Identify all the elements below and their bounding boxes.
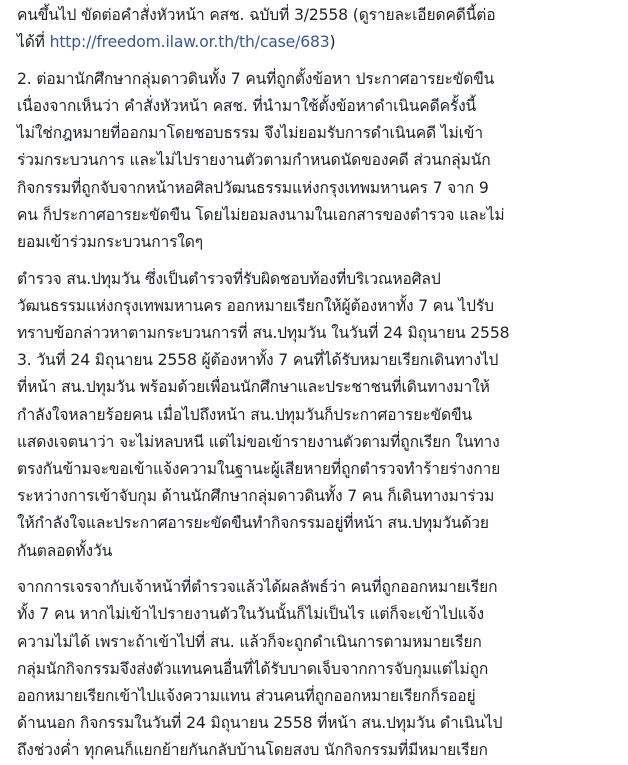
paragraph-negotiation-result — [17, 574, 617, 764]
text-line: 3. วันที่ 24 มิถุนายน 2558 ผู้ต้องหาทั้ง 7 คนที่ได้รับหมายเรียกเดินทางไป — [17, 351, 499, 370]
text-line: จากการเจรจากับเจ้าหน้าที่ตำรวจแล้วได้ผลลัพธ์ว่า คนที่ถูกออกหมายเรียก — [17, 578, 498, 597]
text-line: ด้านนอก กิจกรรมในวันที่ 24 มิถุนายน 2558 ที่หน้า สน.ปทุมวัน ดำเนินไป — [17, 714, 503, 733]
paragraph-gap — [17, 256, 617, 266]
text-line: กิจกรรมที่ถูกจับจากหน้าหอศิลปวัฒนธรรมแห่งกรุงเทพมหานคร 7 จาก 9 — [17, 178, 489, 197]
text-line — [17, 29, 617, 56]
text-line: กำลังใจหลายร้อยคน เมื่อไปถึงหน้า สน.ปทุมวันก็ประกาศอารยะขัดขืน — [17, 405, 473, 424]
text-line: ตำรวจ สน.ปทุมวัน ซึ่งเป็นตำรวจที่รับผิดชอบท้องที่บริเวณหอศิลป — [17, 269, 441, 288]
text-line: กลุ่มนักกิจกรรมจึงส่งตัวแทนคนอื่นที่ได้รับบาดเจ็บจากการจับกุมแต่ไม่ถูก — [17, 659, 489, 678]
text-line: ให้กำลังใจและประกาศอารยะขัดขืนทำกิจกรรมอยู่ที่หน้า สน.ปทุมวันด้วย — [17, 514, 489, 533]
text-line: เนื่องจากเห็นว่า คำสั่งหัวหน้า คสช. ที่นำมาใช้ตั้งข้อหาดำเนินคดีครั้งนี้ — [17, 97, 477, 116]
text-line: กันตลอดทั้งวัน — [17, 541, 113, 560]
text-fragment: ได้ที่ — [17, 33, 50, 52]
text-line: ตรงกันข้ามจะขอเข้าแจ้งความในฐานะผู้เสียหายที่ถูกตำรวจทำร้ายร่างกาย — [17, 460, 501, 478]
text-line: ที่หน้า สน.ปทุมวัน พร้อมด้วยเพื่อนนักศึกษาและประชาชนที่เดินทางมาให้ — [17, 378, 490, 397]
text-line: วัฒนธรรมแห่งกรุงเทพมหานคร ออกหมายเรียกให้ผู้ต้องหาทั้ง 7 คน ไปรับ — [17, 296, 494, 315]
text-fragment: ) — [329, 33, 336, 52]
text-line: ความไม่ได้ เพราะถ้าเข้าไปที่ สน. แล้วก็จะถูกดำเนินการตามหมายเรียก — [17, 632, 482, 651]
post-body — [17, 0, 617, 765]
text-line: ทั้ง 7 คน หากไม่เข้าไปรายงานตัวในวันนั้นก็ไม่เป็นไร แต่ก็จะเข้าไปแจ้ง — [17, 605, 484, 624]
text-line: 2. ต่อมานักศึกษากลุ่มดาวดินทั้ง 7 คนที่ถูกตั้งข้อหา ประกาศอารยะขัดขืน — [17, 69, 495, 88]
paragraph-gap — [17, 565, 617, 575]
paragraph-case-reference — [17, 2, 617, 56]
text-line: คน ก็ประกาศอารยะขัดขืน โดยไม่ยอมลงนามในเอกสารของตำรวจ และไม่ — [17, 205, 505, 224]
paragraph-june-24-event — [17, 347, 617, 565]
text-line: ยอมเข้าร่วมกระบวนการใดๆ — [17, 233, 203, 251]
paragraph-police-summons — [17, 266, 617, 348]
text-line: ทราบข้อกล่าวหาตามกระบวนการที่ สน.ปทุมวัน ในวันที่ 24 มิถุนายน 2558 — [17, 324, 510, 343]
paragraph-gap — [17, 56, 617, 66]
text-line: ไม่ใช่กฎหมายที่ออกมาโดยชอบธรรม จึงไม่ยอมรับการดำเนินคดี ไม่เข้า — [17, 124, 483, 143]
case-link[interactable]: http://freedom.ilaw.or.th/th/case/683 — [49, 33, 330, 52]
text-line: คนขึ้นไป ขัดต่อคำสั่งหัวหน้า คสช. ฉบับที่ 3/2558 (ดูรายละเอียดคดีนี้ต่อ — [17, 6, 496, 24]
text-line: ร่วมกระบวนการ และไม่ไปรายงานตัวตามกำหนดนัดของคดี ส่วนกลุ่มนัก — [17, 151, 491, 170]
paragraph-civil-disobedience — [17, 66, 617, 256]
text-line: ออกหมายเรียกเข้าไปแจ้งความแทน ส่วนคนที่ถูกออกหมายเรียกก็รออยู่ — [17, 687, 476, 705]
text-line: แสดงเจตนาว่า จะไม่หลบหนี แต่ไม่ขอเข้ารายงานตัวตามที่ถูกเรียก ในทาง — [17, 432, 500, 451]
text-line: ถึงช่วงค่ำ ทุกคนก็แยกย้ายกันกลับบ้านโดยสงบ นักกิจกรรมที่มีหมายเรียก — [17, 741, 488, 760]
text-line: ระหว่างการเข้าจับกุม ด้านนักศึกษากลุ่มดาวดินทั้ง 7 คน ก็เดินทางมาร่วม — [17, 487, 495, 506]
